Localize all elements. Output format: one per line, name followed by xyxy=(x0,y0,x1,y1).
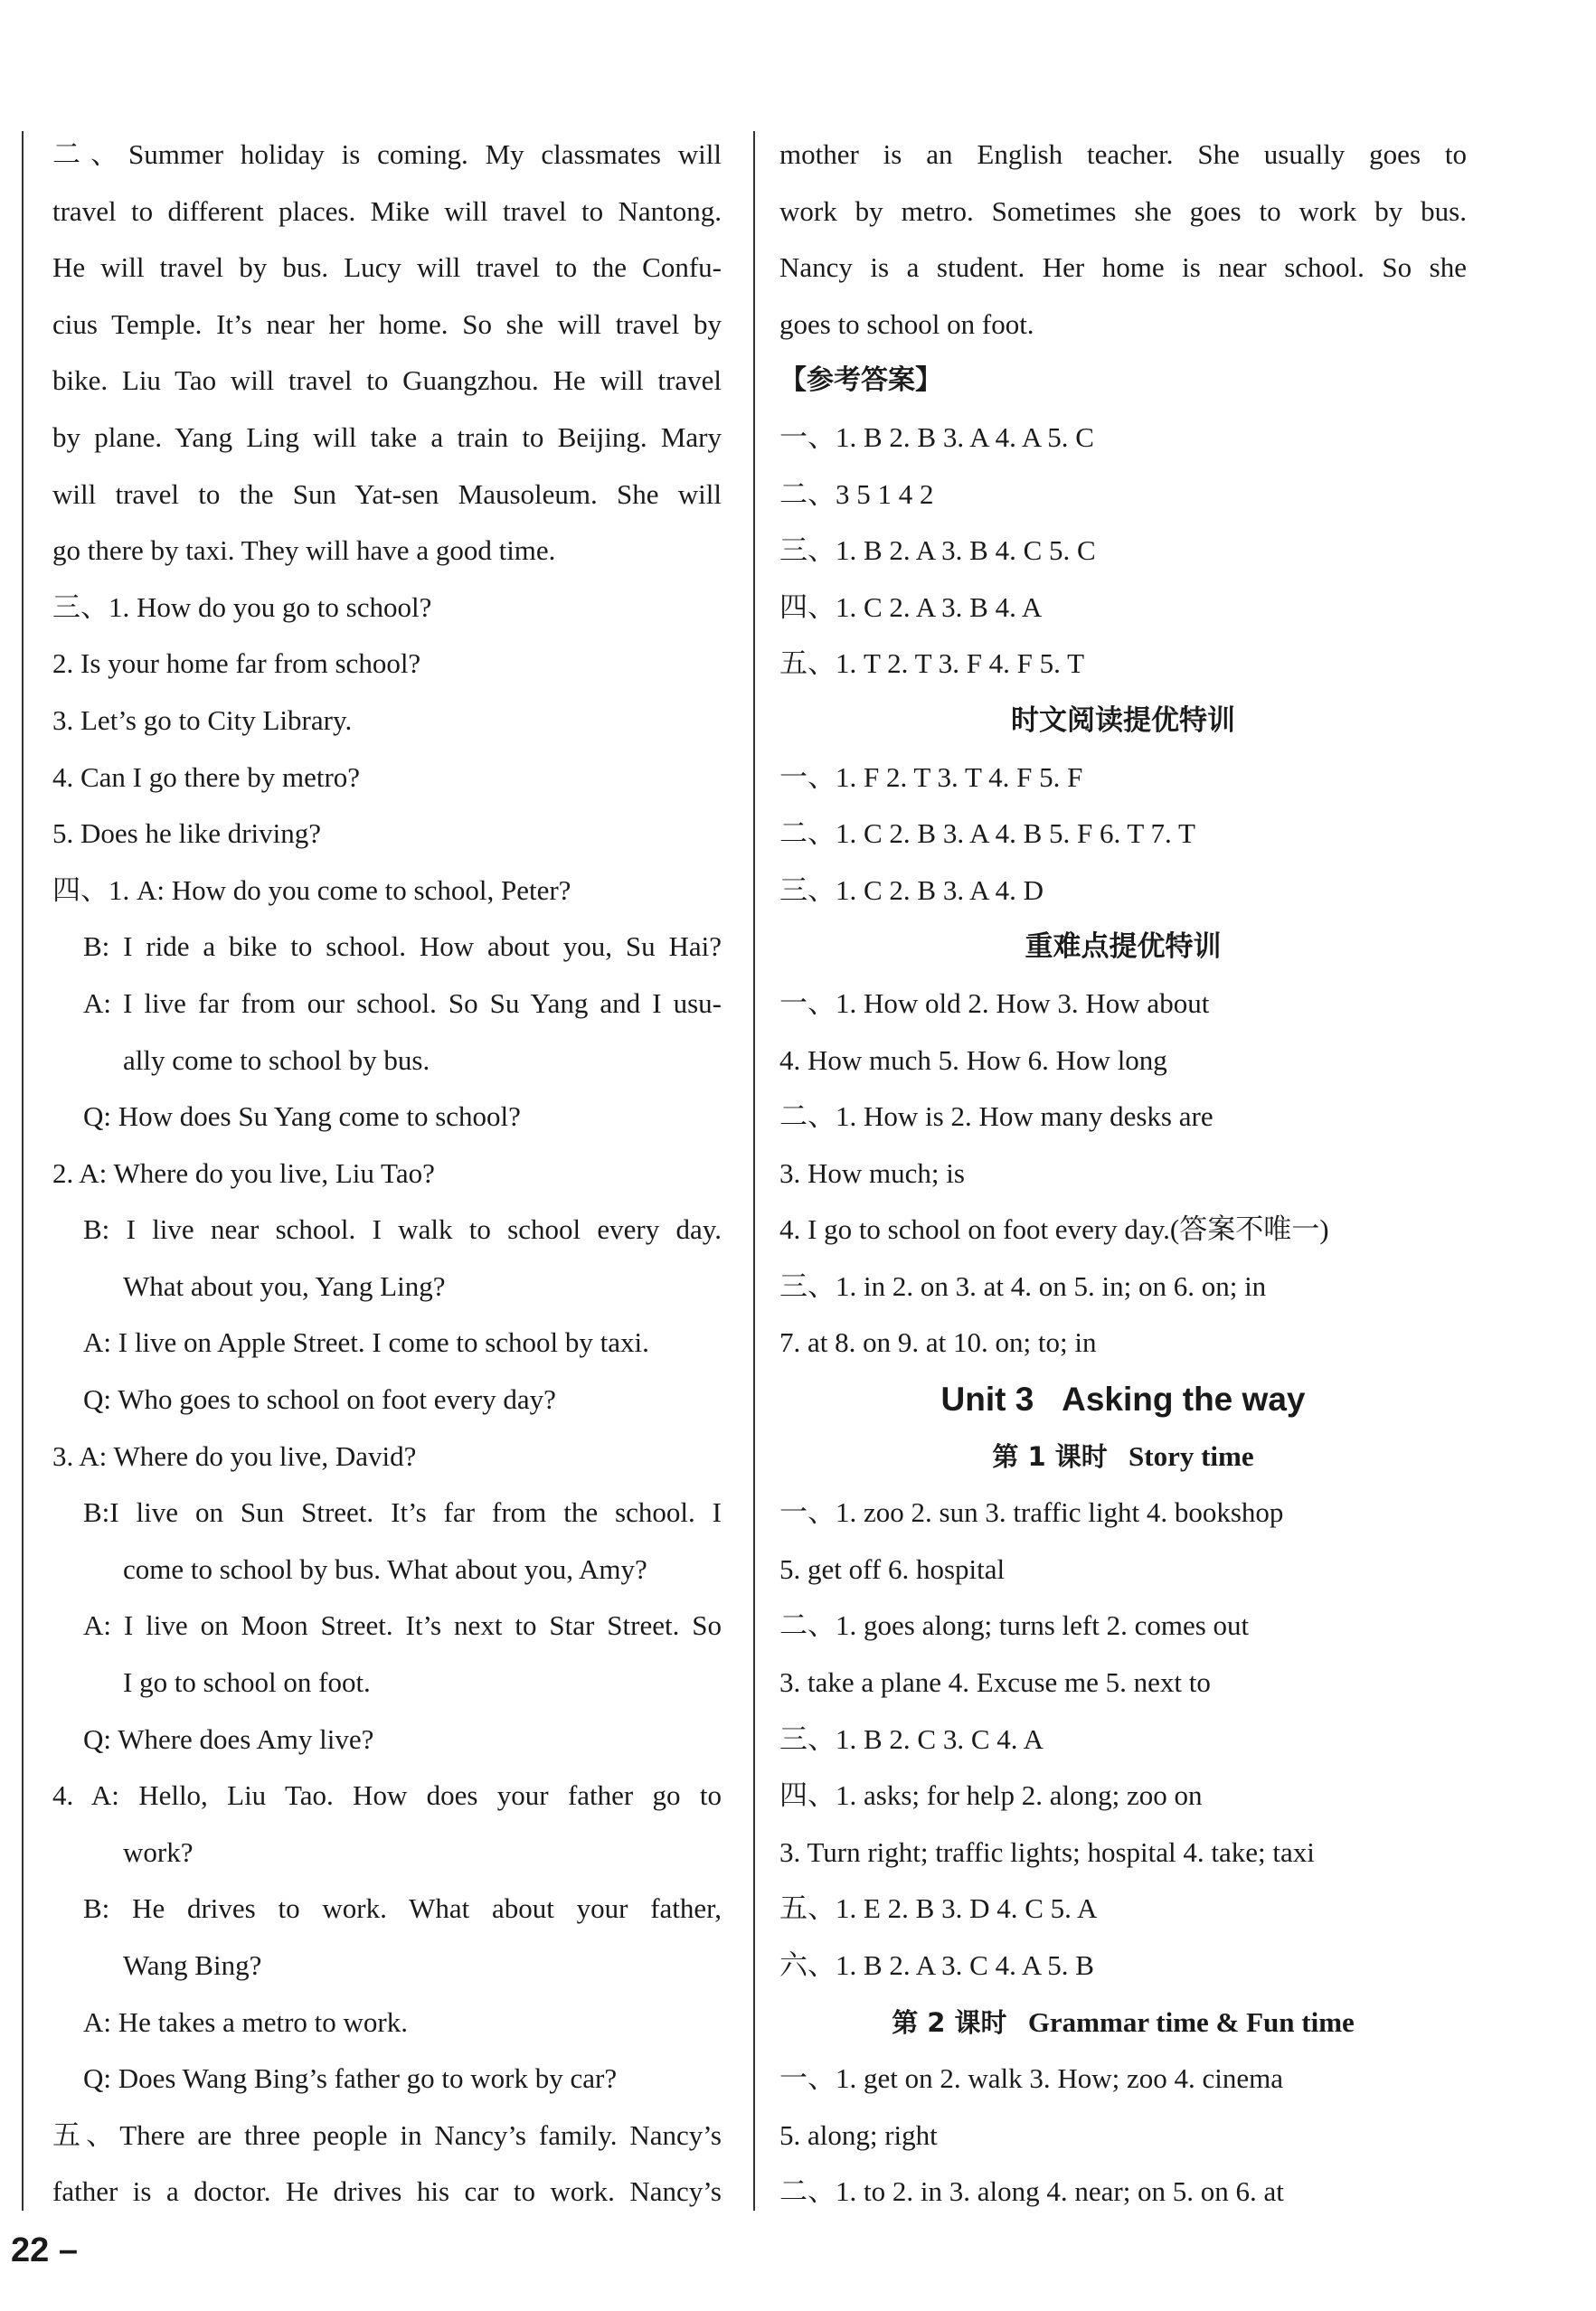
left-text-line: A: I live far from our school. So Su Yang and I usu- xyxy=(83,986,722,1019)
left-text-line: cius Temple. It’s near her home. So she will travel by xyxy=(52,307,722,340)
left-text-line: come to school by bus. What about you, Amy? xyxy=(123,1552,647,1585)
answer-line: mother is an English teacher. She usually goes to xyxy=(779,138,1467,170)
answer-line: 【参考答案】 xyxy=(779,364,942,397)
answer-line: 二、1. to 2. in 3. along 4. near; on 5. on 6. at xyxy=(779,2175,1284,2208)
left-text-line: ally come to school by bus. xyxy=(123,1043,430,1076)
answer-line: 4. I go to school on foot every day.(答案不唯一) xyxy=(779,1213,1329,1246)
answer-line: 重难点提优特训 xyxy=(1025,930,1222,964)
left-text-line: 2. Is your home far from school? xyxy=(52,647,421,680)
answer-line: 一、1. F 2. T 3. T 4. F 5. F xyxy=(779,760,1083,793)
answer-line: 二、1. goes along; turns left 2. comes out xyxy=(779,1609,1250,1642)
left-text-line: work? xyxy=(123,1835,194,1868)
left-text-line: Q: Who goes to school on foot every day? xyxy=(83,1383,556,1416)
answer-line: 5. get off 6. hospital xyxy=(779,1552,1006,1585)
left-text-line: Q: Does Wang Bing’s father go to work by car? xyxy=(83,2062,618,2095)
left-text-line: 4. Can I go there by metro? xyxy=(52,760,361,793)
column-divider xyxy=(753,131,755,2211)
answer-line: 一、1. get on 2. walk 3. How; zoo 4. cinema xyxy=(779,2062,1284,2095)
left-text-line: A: I live on Apple Street. I come to school by taxi. xyxy=(83,1326,649,1359)
left-text-line: He will travel by bus. Lucy will travel to the Confu- xyxy=(52,251,722,284)
answer-line: 时文阅读提优特训 xyxy=(1011,703,1235,737)
answer-line: 三、1. in 2. on 3. at 4. on 5. in; on 6. on; in xyxy=(779,1269,1267,1302)
left-text-line: A: He takes a metro to work. xyxy=(83,2005,408,2038)
lesson-2-heading xyxy=(779,1995,1467,2052)
answer-line: 一、1. How old 2. How 3. How about xyxy=(779,986,1210,1019)
answer-line: 3. How much; is xyxy=(779,1156,965,1189)
left-text-line: bike. Liu Tao will travel to Guangzhou. He will travel xyxy=(52,364,722,397)
answer-line: work by metro. Sometimes she goes to work by bus. xyxy=(779,194,1467,227)
answer-line: 二、1. How is 2. How many desks are xyxy=(779,1100,1214,1133)
left-text-line: Wang Bing? xyxy=(123,1949,262,1981)
left-text-line: 3. A: Where do you live, David? xyxy=(52,1439,417,1472)
answer-line: 4. How much 5. How 6. How long xyxy=(779,1043,1167,1076)
left-text-line: B: He drives to work. What about your father, xyxy=(83,1892,722,1925)
answer-line: 三、1. C 2. B 3. A 4. D xyxy=(779,873,1044,906)
unit-title: Asking the way xyxy=(1062,1381,1306,1419)
answer-line: 四、1. asks; for help 2. along; zoo on xyxy=(779,1779,1203,1812)
page-number: 22 – xyxy=(11,2231,78,2269)
answer-line: 3. take a plane 4. Excuse me 5. next to xyxy=(779,1666,1211,1699)
left-text-line: 4. A: Hello, Liu Tao. How does your father go to xyxy=(52,1779,722,1812)
answer-line: 四、1. C 2. A 3. B 4. A xyxy=(779,590,1043,623)
left-text-line: What about you, Yang Ling? xyxy=(123,1269,446,1302)
left-text-line: I go to school on foot. xyxy=(123,1666,371,1699)
left-text-line: father is a doctor. He drives his car to work. Nancy’s xyxy=(52,2175,722,2208)
lesson-1-title: Story time xyxy=(1129,1439,1254,1472)
answer-line: 一、1. B 2. B 3. A 4. A 5. C xyxy=(779,420,1094,453)
answer-line: 三、1. B 2. A 3. B 4. C 5. C xyxy=(779,534,1096,567)
left-text-line: go there by taxi. They will have a good time. xyxy=(52,534,556,567)
answer-line: 五、1. T 2. T 3. F 4. F 5. T xyxy=(779,647,1085,680)
left-column xyxy=(52,127,722,2221)
unit-heading xyxy=(779,1372,1467,1429)
lesson-1-number: 第 1 课时 xyxy=(992,1440,1108,1472)
left-text-line: 2. A: Where do you live, Liu Tao? xyxy=(52,1156,435,1189)
answer-line: goes to school on foot. xyxy=(779,307,1034,340)
answer-line: 3. Turn right; traffic lights; hospital 4. take; taxi xyxy=(779,1835,1315,1868)
left-text-line: by plane. Yang Ling will take a train to Beijing. Mary xyxy=(52,420,722,453)
lesson-2-number: 第 2 课时 xyxy=(892,2006,1007,2038)
answer-line: 三、1. B 2. C 3. C 4. A xyxy=(779,1722,1044,1755)
left-text-line: 五、There are three people in Nancy’s family. Nancy’s xyxy=(52,2118,722,2151)
answer-line: 5. along; right xyxy=(779,2118,938,2151)
lesson-1-heading xyxy=(779,1429,1467,1486)
right-column xyxy=(779,127,1467,2221)
left-text-line: Q: How does Su Yang come to school? xyxy=(83,1100,521,1133)
left-text-line: 三、1. How do you go to school? xyxy=(52,590,432,623)
lesson-2-answers xyxy=(779,2051,1467,2221)
left-text-line: B:I live on Sun Street. It’s far from the school. I xyxy=(83,1496,722,1529)
left-text-line: 5. Does he like driving? xyxy=(52,817,322,850)
left-text-line: 二、Summer holiday is coming. My classmates will xyxy=(52,138,722,170)
lesson-2-title: Grammar time & Fun time xyxy=(1027,2005,1355,2038)
left-text-line: Q: Where does Amy live? xyxy=(83,1722,374,1755)
answer-line: 六、1. B 2. A 3. C 4. A 5. B xyxy=(779,1949,1094,1981)
left-margin-rule xyxy=(22,131,24,2211)
left-text-line: travel to different places. Mike will travel to Nantong. xyxy=(52,194,722,227)
answer-line: 一、1. zoo 2. sun 3. traffic light 4. bookshop xyxy=(779,1496,1284,1529)
left-text-line: A: I live on Moon Street. It’s next to Star Street. So xyxy=(83,1609,722,1642)
left-text-line: 四、1. A: How do you come to school, Peter? xyxy=(52,873,571,906)
left-text-line: B: I ride a bike to school. How about you, Su Hai? xyxy=(83,930,722,963)
answer-line: 五、1. E 2. B 3. D 4. C 5. A xyxy=(779,1892,1098,1925)
right-answers-block xyxy=(779,127,1467,1372)
left-text-line: will travel to the Sun Yat-sen Mausoleum. She will xyxy=(52,477,722,510)
left-text-line: B: I live near school. I walk to school every day. xyxy=(83,1213,722,1246)
answer-line: Nancy is a student. Her home is near school. So she xyxy=(779,251,1467,284)
answer-line: 二、1. C 2. B 3. A 4. B 5. F 6. T 7. T xyxy=(779,817,1195,850)
left-text-line: 3. Let’s go to City Library. xyxy=(52,703,353,736)
lesson-1-answers xyxy=(779,1485,1467,1994)
unit-number: Unit 3 xyxy=(940,1381,1034,1419)
answer-line: 7. at 8. on 9. at 10. on; to; in xyxy=(779,1326,1097,1359)
answer-line: 二、3 5 1 4 2 xyxy=(779,477,934,510)
